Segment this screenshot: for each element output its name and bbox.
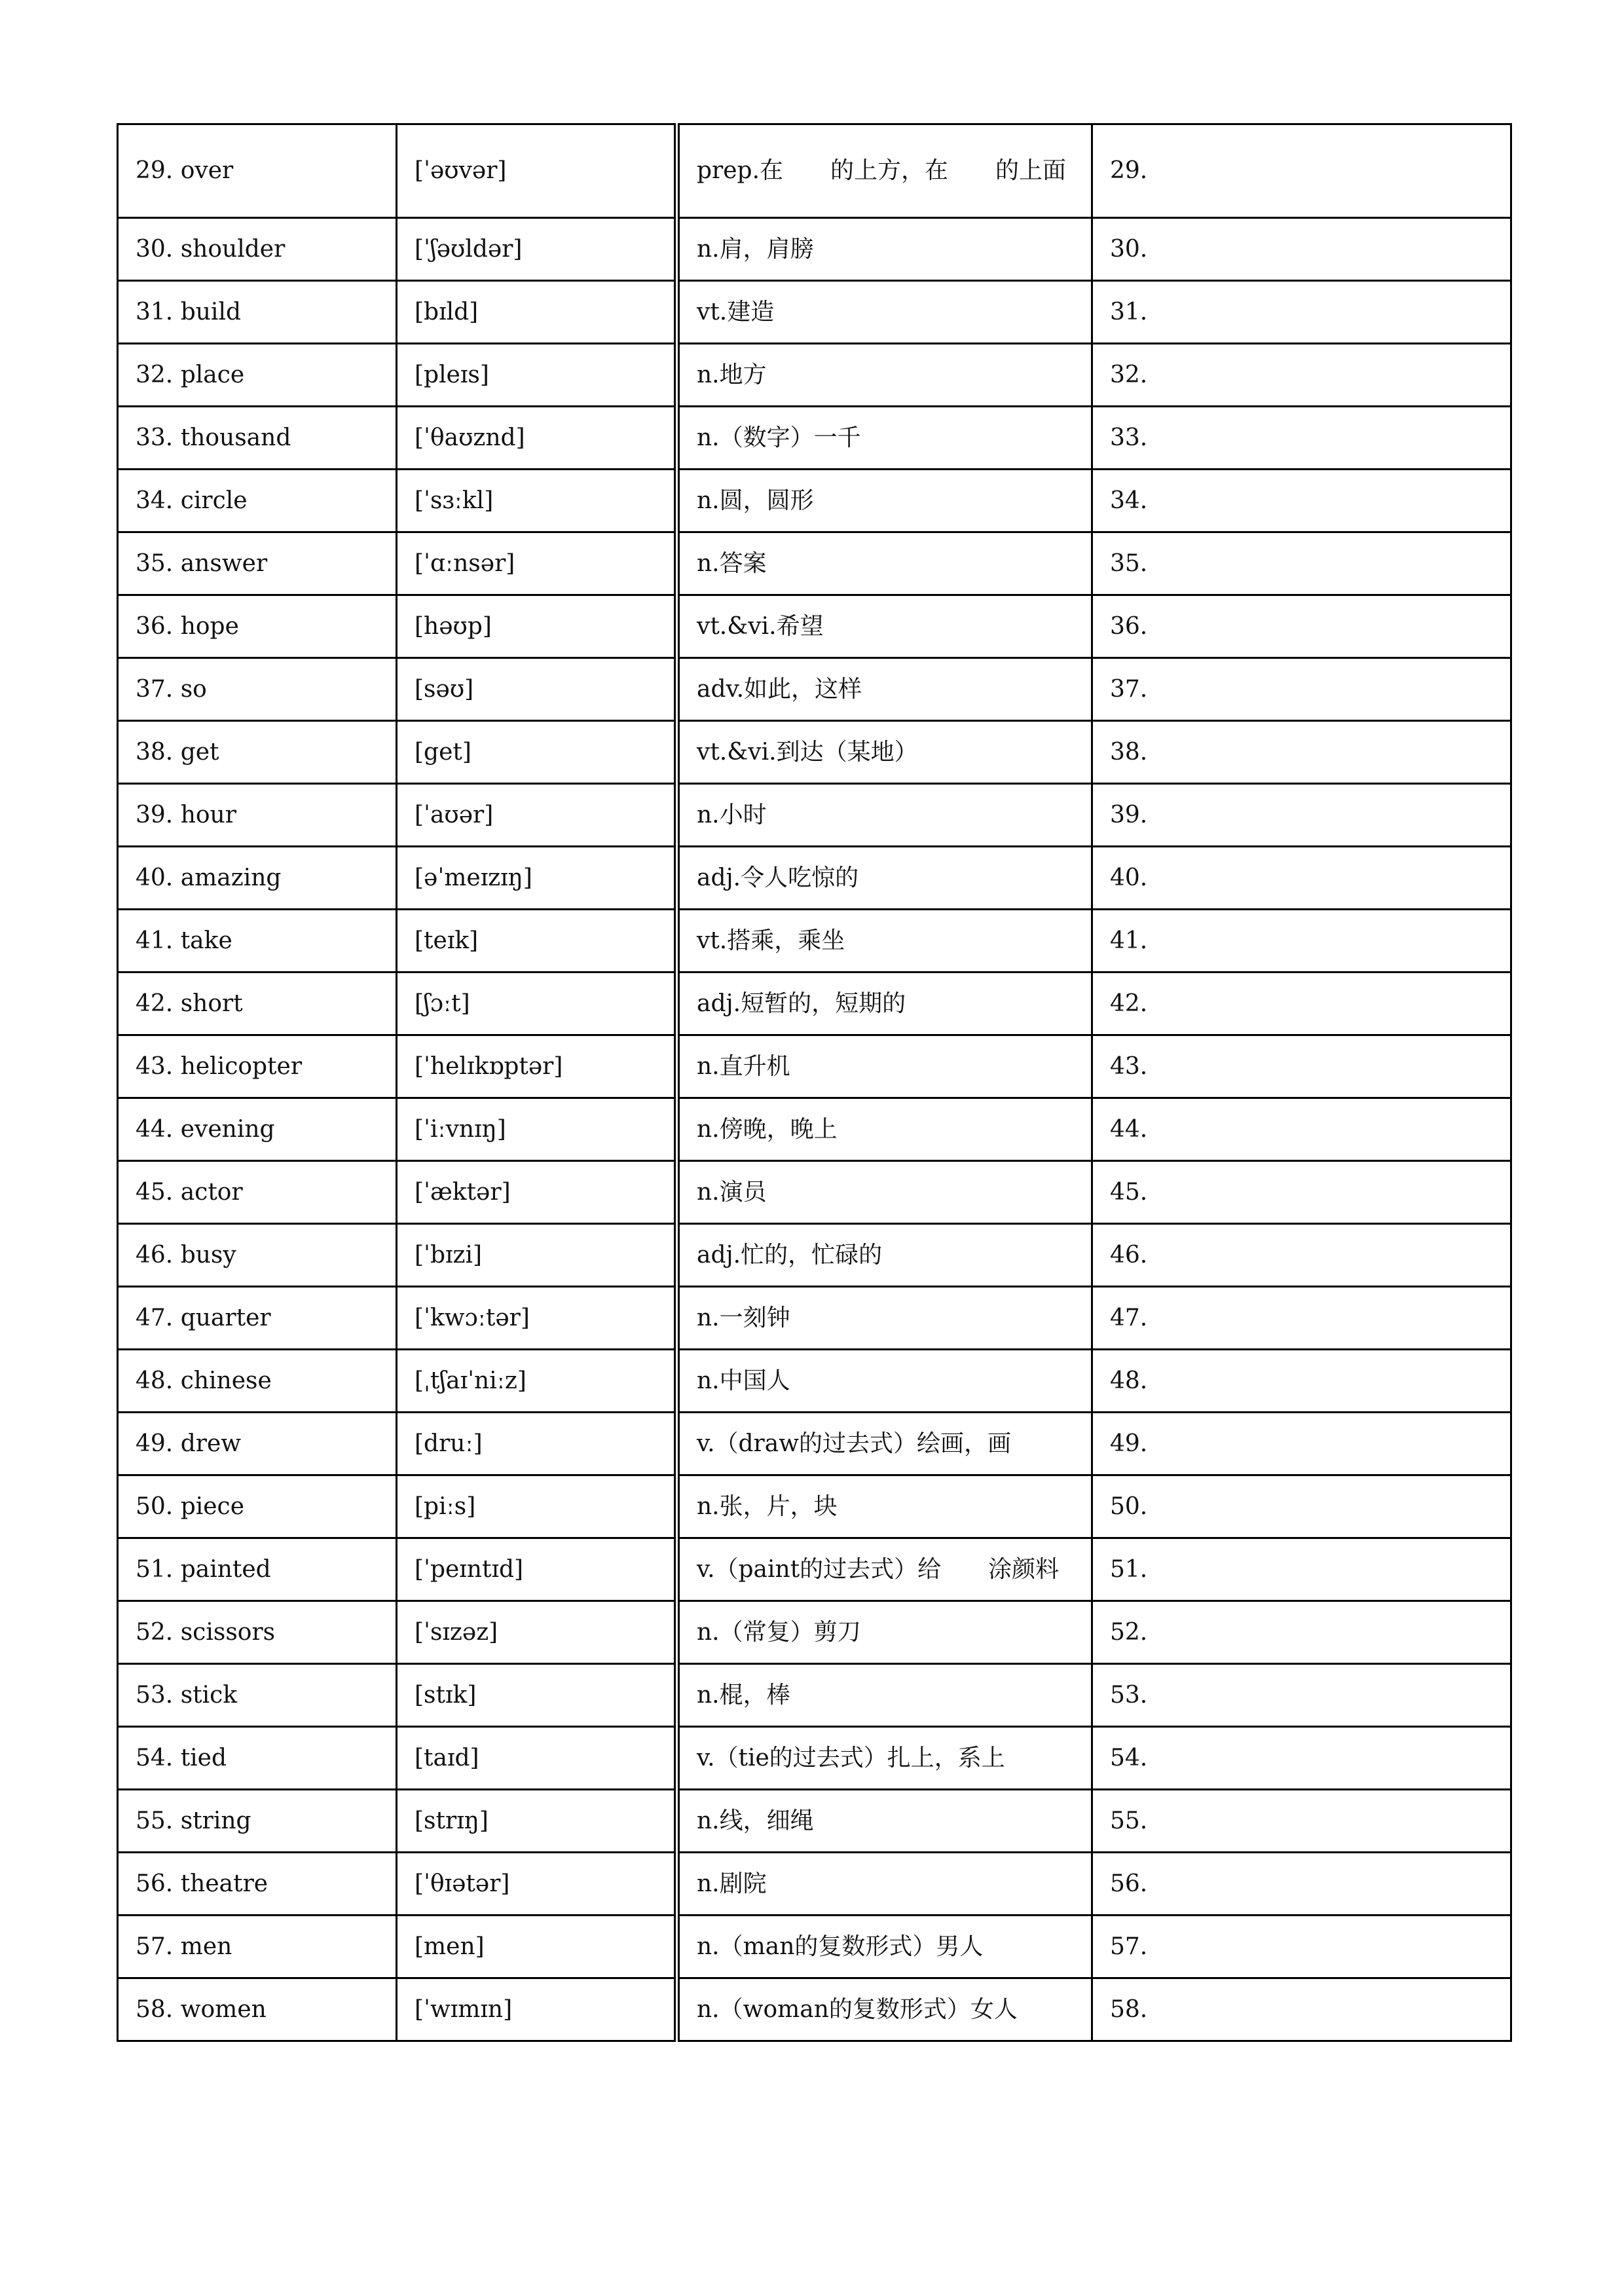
answer-blank-cell: 31. — [1092, 281, 1511, 344]
answer-blank-cell: 54. — [1092, 1727, 1511, 1790]
word-cell: 52. scissors — [118, 1601, 397, 1664]
table-row — [118, 721, 1511, 784]
answer-blank-cell: 43. — [1092, 1035, 1511, 1098]
phonetic-cell: [ˈpeɪntɪd] — [397, 1538, 677, 1601]
meaning-cell: n.圆，圆形 — [677, 470, 1092, 532]
phonetic-cell: [ˈθɪətər] — [397, 1853, 677, 1916]
phonetic-cell: [ˈsɜːkl] — [397, 470, 677, 532]
answer-blank-cell: 56. — [1092, 1853, 1511, 1916]
word-cell: 33. thousand — [118, 407, 397, 470]
table-row — [118, 1790, 1511, 1853]
phonetic-cell: [ˈsɪzəz] — [397, 1601, 677, 1664]
phonetic-cell: [stɪk] — [397, 1664, 677, 1727]
word-cell: 30. shoulder — [118, 218, 397, 281]
answer-blank-cell: 55. — [1092, 1790, 1511, 1853]
table-row — [118, 595, 1511, 658]
word-cell: 34. circle — [118, 470, 397, 532]
meaning-cell: n.小时 — [677, 784, 1092, 847]
table-row — [118, 1035, 1511, 1098]
word-cell: 51. painted — [118, 1538, 397, 1601]
meaning-cell: n.答案 — [677, 532, 1092, 595]
meaning-cell: adj.短暂的，短期的 — [677, 972, 1092, 1035]
answer-blank-cell: 41. — [1092, 910, 1511, 972]
answer-blank-cell: 52. — [1092, 1601, 1511, 1664]
meaning-cell: adv.如此，这样 — [677, 658, 1092, 721]
phonetic-cell: [əˈmeɪzɪŋ] — [397, 847, 677, 910]
table-row — [118, 1098, 1511, 1161]
table-row — [118, 532, 1511, 595]
phonetic-cell: [ˈʃəʊldər] — [397, 218, 677, 281]
table-row — [118, 407, 1511, 470]
meaning-cell: n.一刻钟 — [677, 1287, 1092, 1350]
word-cell: 49. drew — [118, 1413, 397, 1475]
word-cell: 56. theatre — [118, 1853, 397, 1916]
word-cell: 32. place — [118, 344, 397, 407]
word-cell: 44. evening — [118, 1098, 397, 1161]
table-row — [118, 784, 1511, 847]
phonetic-cell: [ˈəʊvər] — [397, 124, 677, 218]
table-row — [118, 910, 1511, 972]
meaning-cell: n.中国人 — [677, 1350, 1092, 1413]
phonetic-cell: [teɪk] — [397, 910, 677, 972]
word-cell: 53. stick — [118, 1664, 397, 1727]
table-row — [118, 1664, 1511, 1727]
answer-blank-cell: 46. — [1092, 1224, 1511, 1287]
phonetic-cell: [ˈθaʊznd] — [397, 407, 677, 470]
answer-blank-cell: 35. — [1092, 532, 1511, 595]
table-row — [118, 1978, 1511, 2041]
answer-blank-cell: 50. — [1092, 1475, 1511, 1538]
table-row — [118, 1475, 1511, 1538]
table-row — [118, 218, 1511, 281]
meaning-cell: n.（man的复数形式）男人 — [677, 1916, 1092, 1978]
table-row — [118, 470, 1511, 532]
answer-blank-cell: 34. — [1092, 470, 1511, 532]
word-cell: 48. chinese — [118, 1350, 397, 1413]
word-cell: 57. men — [118, 1916, 397, 1978]
word-cell: 47. quarter — [118, 1287, 397, 1350]
phonetic-cell: [ˈæktər] — [397, 1161, 677, 1224]
word-cell: 40. amazing — [118, 847, 397, 910]
vocabulary-table — [117, 123, 1512, 2042]
phonetic-cell: [ˈkwɔːtər] — [397, 1287, 677, 1350]
table-row — [118, 1727, 1511, 1790]
word-cell: 45. actor — [118, 1161, 397, 1224]
word-cell: 43. helicopter — [118, 1035, 397, 1098]
table-row — [118, 281, 1511, 344]
word-cell: 39. hour — [118, 784, 397, 847]
answer-blank-cell: 29. — [1092, 124, 1511, 218]
phonetic-cell: [ʃɔːt] — [397, 972, 677, 1035]
meaning-cell: adj.令人吃惊的 — [677, 847, 1092, 910]
meaning-cell: v.（paint的过去式）给 涂颜料 — [677, 1538, 1092, 1601]
answer-blank-cell: 48. — [1092, 1350, 1511, 1413]
phonetic-cell: [səʊ] — [397, 658, 677, 721]
answer-blank-cell: 42. — [1092, 972, 1511, 1035]
meaning-cell: n.剧院 — [677, 1853, 1092, 1916]
phonetic-cell: [get] — [397, 721, 677, 784]
table-row — [118, 658, 1511, 721]
meaning-cell: prep.在 的上方，在 的上面 — [677, 124, 1092, 218]
word-cell: 42. short — [118, 972, 397, 1035]
phonetic-cell: [bɪld] — [397, 281, 677, 344]
answer-blank-cell: 45. — [1092, 1161, 1511, 1224]
table-row — [118, 344, 1511, 407]
answer-blank-cell: 39. — [1092, 784, 1511, 847]
phonetic-cell: [ˈwɪmɪn] — [397, 1978, 677, 2041]
phonetic-cell: [ˈbɪzi] — [397, 1224, 677, 1287]
phonetic-cell: [pleɪs] — [397, 344, 677, 407]
meaning-cell: n.地方 — [677, 344, 1092, 407]
phonetic-cell: [piːs] — [397, 1475, 677, 1538]
table-row — [118, 1413, 1511, 1475]
table-row — [118, 847, 1511, 910]
answer-blank-cell: 36. — [1092, 595, 1511, 658]
word-cell: 41. take — [118, 910, 397, 972]
meaning-cell: v.（tie的过去式）扎上，系上 — [677, 1727, 1092, 1790]
word-cell: 36. hope — [118, 595, 397, 658]
meaning-cell: n.直升机 — [677, 1035, 1092, 1098]
answer-blank-cell: 40. — [1092, 847, 1511, 910]
phonetic-cell: [taɪd] — [397, 1727, 677, 1790]
phonetic-cell: [strɪŋ] — [397, 1790, 677, 1853]
answer-blank-cell: 38. — [1092, 721, 1511, 784]
phonetic-cell: [men] — [397, 1916, 677, 1978]
word-cell: 31. build — [118, 281, 397, 344]
vocabulary-table-body — [118, 124, 1511, 2041]
table-row — [118, 1853, 1511, 1916]
table-row — [118, 1287, 1511, 1350]
answer-blank-cell: 51. — [1092, 1538, 1511, 1601]
word-cell: 54. tied — [118, 1727, 397, 1790]
meaning-cell: n.（常复）剪刀 — [677, 1601, 1092, 1664]
answer-blank-cell: 49. — [1092, 1413, 1511, 1475]
word-cell: 46. busy — [118, 1224, 397, 1287]
meaning-cell: vt.&vi.到达（某地） — [677, 721, 1092, 784]
word-cell: 29. over — [118, 124, 397, 218]
meaning-cell: n.（woman的复数形式）女人 — [677, 1978, 1092, 2041]
word-cell: 35. answer — [118, 532, 397, 595]
phonetic-cell: [ˌtʃaɪˈniːz] — [397, 1350, 677, 1413]
table-row — [118, 1350, 1511, 1413]
answer-blank-cell: 58. — [1092, 1978, 1511, 2041]
meaning-cell: n.张，片，块 — [677, 1475, 1092, 1538]
table-row — [118, 1224, 1511, 1287]
answer-blank-cell: 33. — [1092, 407, 1511, 470]
table-row — [118, 1916, 1511, 1978]
word-cell: 38. get — [118, 721, 397, 784]
answer-blank-cell: 37. — [1092, 658, 1511, 721]
meaning-cell: v.（draw的过去式）绘画，画 — [677, 1413, 1092, 1475]
answer-blank-cell: 47. — [1092, 1287, 1511, 1350]
meaning-cell: n.棍，棒 — [677, 1664, 1092, 1727]
meaning-cell: n.演员 — [677, 1161, 1092, 1224]
word-cell: 37. so — [118, 658, 397, 721]
phonetic-cell: [həʊp] — [397, 595, 677, 658]
answer-blank-cell: 53. — [1092, 1664, 1511, 1727]
answer-blank-cell: 32. — [1092, 344, 1511, 407]
word-cell: 50. piece — [118, 1475, 397, 1538]
table-row — [118, 124, 1511, 218]
phonetic-cell: [ˈɑːnsər] — [397, 532, 677, 595]
table-row — [118, 1538, 1511, 1601]
meaning-cell: vt.搭乘，乘坐 — [677, 910, 1092, 972]
word-cell: 58. women — [118, 1978, 397, 2041]
phonetic-cell: [druː] — [397, 1413, 677, 1475]
phonetic-cell: [ˈiːvnɪŋ] — [397, 1098, 677, 1161]
meaning-cell: vt.建造 — [677, 281, 1092, 344]
meaning-cell: n.（数字）一千 — [677, 407, 1092, 470]
table-row — [118, 1601, 1511, 1664]
phonetic-cell: [ˈhelɪkɒptər] — [397, 1035, 677, 1098]
answer-blank-cell: 44. — [1092, 1098, 1511, 1161]
word-cell: 55. string — [118, 1790, 397, 1853]
meaning-cell: vt.&vi.希望 — [677, 595, 1092, 658]
meaning-cell: adj.忙的，忙碌的 — [677, 1224, 1092, 1287]
meaning-cell: n.肩，肩膀 — [677, 218, 1092, 281]
answer-blank-cell: 30. — [1092, 218, 1511, 281]
table-row — [118, 972, 1511, 1035]
meaning-cell: n.傍晚，晚上 — [677, 1098, 1092, 1161]
answer-blank-cell: 57. — [1092, 1916, 1511, 1978]
meaning-cell: n.线，细绳 — [677, 1790, 1092, 1853]
phonetic-cell: [ˈaʊər] — [397, 784, 677, 847]
table-row — [118, 1161, 1511, 1224]
